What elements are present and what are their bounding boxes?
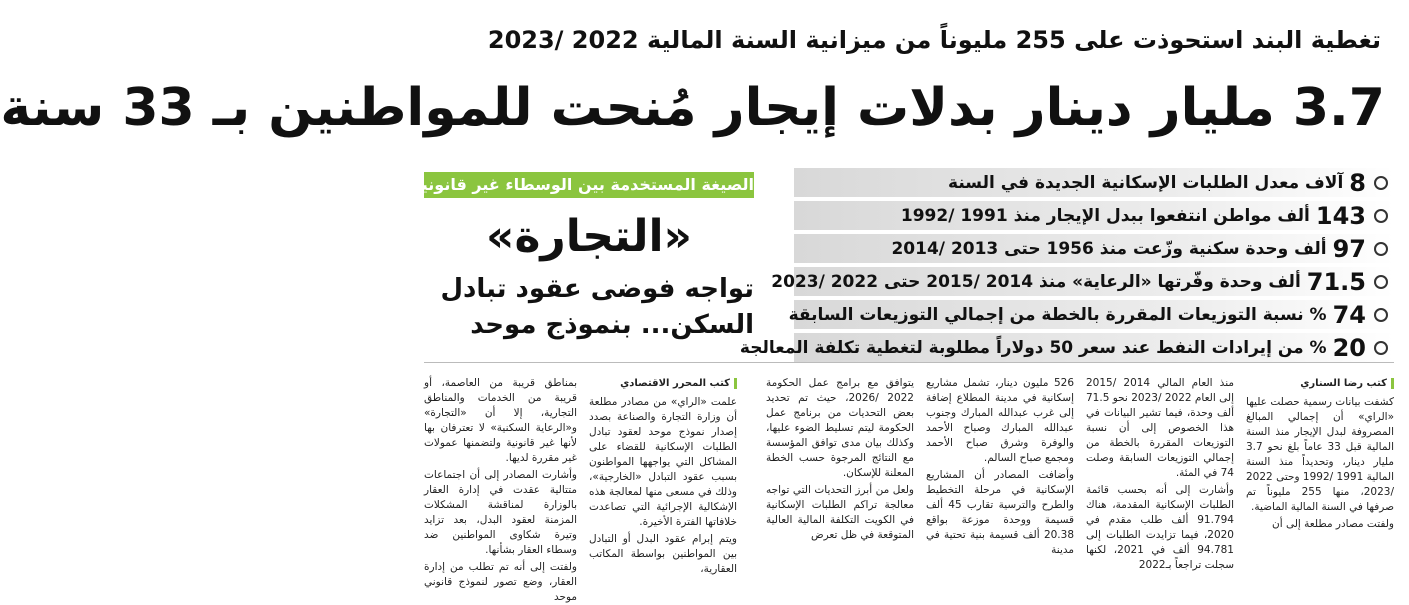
article-column-4	[766, 376, 914, 541]
article-column-2	[1086, 376, 1234, 571]
stat-item	[739, 333, 1394, 362]
paragraph: ولعل من أبرز التحديات التي تواجه معالجة تراكم الطلبات الإسكانية في الكويت التكلفة المالية العالية المتوقعة في ظل تعرض	[766, 484, 914, 541]
stat-text: % نسبة التوزيعات المقررة بالخطة من إجمالي التوزيعات السابقة	[788, 304, 1327, 325]
paragraph: منذ العام المالي 2014 /2015 إلى العام 2022 /2023 نحو 71.5 ألف وحدة، فيما تشير البيانات في هذا الخصوص إلى أن نسبة التوزيعات المقررة بالخطة من إجمالي التوزيعات السابقة وصلت 74 في المئة.	[1086, 377, 1234, 479]
stat-number: 20	[1332, 333, 1366, 362]
article-column-3	[926, 376, 1074, 556]
sidebar-subtitle-line1: تواجه فوضى عقود تبادل	[440, 274, 754, 304]
stat-number: 143	[1315, 201, 1366, 230]
paragraph: علمت «الراي» من مصادر مطلعة أن وزارة التجارة والصناعة بصدد إصدار نموذج موحد لعقود تبادل الطلبات الإسكانية للقضاء على المشاكل التي يواجهها المواطنون بسبب عقود التبادل «الخارجية»، وذلك في مسعى منها لمعالجة هذه الإشكالية الإجرائية التي تصاعدت خلافاتها الفترة الأخيرة.	[589, 396, 737, 528]
stat-number: 97	[1332, 234, 1366, 263]
circle-bullet-icon	[1374, 275, 1388, 289]
byline	[1246, 376, 1394, 391]
byline-text: كتب رضا السناري	[1300, 378, 1387, 389]
stat-text: ألف وحدة وفّرتها «الرعاية» منذ 2014 /2015 حتى 2022 /2023	[771, 271, 1301, 292]
stat-item	[794, 168, 1394, 197]
paragraph: 526 مليون دينار، تشمل مشاريع إسكانية في مدينة المطلاع إضافة إلى غرب عبدالله المبارك وجنوب عبدالله المبارك وصباح الأحمد والوفرة وشرق صباح الأحمد ومجمع صباح السالم.	[926, 377, 1074, 464]
byline-marker	[734, 378, 737, 389]
paragraph: وأضافت المصادر أن المشاريع الإسكانية في مرحلة التخطيط والطرح والترسية تقارب 45 ألف قسيمة ووحدة موزعة بواقع 20.38 ألف قسيمة بنية تحتية في مدينة	[926, 469, 1074, 556]
paragraph: ويتم إبرام عقود البدل أو التبادل بين المواطنين بواسطة المكاتب العقارية،	[589, 533, 737, 575]
stat-number: 8	[1349, 168, 1366, 197]
circle-bullet-icon	[1374, 242, 1388, 256]
sidebar-subtitle-line2: السكن... بنموذج موحد	[470, 310, 754, 340]
circle-bullet-icon	[1374, 209, 1388, 223]
stat-item	[794, 234, 1394, 263]
paragraph: يتوافق مع برامج عمل الحكومة 2022 /2026، حيث تم تحديد بعض التحديات من برنامج عمل الحكومة ليتم تسليط الضوء عليها، وكذلك بيان مدى توافق المؤسسة مع النتائج المرجوة حسب الخطة المعلنة للإسكان.	[766, 377, 914, 479]
stat-item	[794, 201, 1394, 230]
stat-number: 74	[1332, 300, 1366, 329]
byline-marker	[1391, 378, 1394, 389]
circle-bullet-icon	[1374, 308, 1388, 322]
stat-number: 71.5	[1306, 267, 1366, 296]
stat-item	[788, 300, 1394, 329]
paragraph: وأشارت إلى أنه بحسب قائمة الطلبات الإسكانية المقدمة، هناك 91.794 ألف طلب مقدم في 2020، فيما تزايدت الطلبات إلى 94.781 ألف في 2021، لكنها سجلت تراجعاً بـ2022	[1086, 484, 1234, 571]
paragraph: كشفت بيانات رسمية حصلت عليها «الراي» أن إجمالي المبالغ المصروفة لبدل الإيجار منذ السنة المالية قبل 33 عاماً بلغ نحو 3.7 مليار دينار، وتحديداً منذ السنة المالية 1991 /1992 وحتى 2022 /2023، منها 255 مليوناً تم صرفها في السنة المالية الماضية.	[1246, 396, 1395, 513]
article-column-6	[424, 376, 577, 603]
paragraph: ولفتت إلى أنه تم تطلب من إدارة العقار، وضع تصور لنموذج قانوني موحد	[424, 561, 577, 603]
stat-text: ألف مواطن انتفعوا ببدل الإيجار منذ 1991 /1992	[900, 205, 1310, 226]
paragraph: وأشارت المصادر إلى أن اجتماعات متتالية عقدت في إدارة العقار بالوزارة لمناقشة المشكلات المزمنة لعقود البدل، بعد تزايد وتيرة شكاوى المواطنين ضد وسطاء العقار بشأنها.	[424, 469, 577, 556]
stat-text: % من إيرادات النفط عند سعر 50 دولاراً مطلوبة لتغطية تكلفة المعالجة	[739, 337, 1327, 358]
paragraph: بمناطق قريبة من العاصمة، أو قريبة من الخدمات والمناطق التجارية، إلا أن «التجارة» و«الرعاية السكنية» لا تعترفان بها لأنها غير قانونية ولتضمنها عمولات غير مقررة لديها.	[424, 377, 577, 464]
stat-text: آلاف معدل الطلبات الإسكانية الجديدة في السنة	[948, 172, 1344, 193]
stat-item	[771, 267, 1394, 296]
kicker-line: تغطية البند استحوذت على 255 مليوناً من ميزانية السنة المالية 2022 /2023	[487, 26, 1381, 54]
circle-bullet-icon	[1374, 176, 1388, 190]
main-headline: 3.7 مليار دينار بدلات إيجار مُنحت للمواطنين بـ 33 سنة	[0, 78, 1385, 138]
circle-bullet-icon	[1374, 341, 1388, 355]
paragraph: ولفتت مصادر مطلعة إلى أن	[1272, 518, 1394, 530]
byline-text: كتب المحرر الاقتصادي	[620, 378, 730, 389]
stat-text: ألف وحدة سكنية وزّعت منذ 1956 حتى 2013 /2014	[891, 238, 1327, 259]
byline	[589, 376, 737, 391]
sidebar-title: «التجارة»	[486, 211, 692, 262]
stats-list	[739, 168, 1394, 366]
section-divider	[424, 362, 1394, 363]
article-column-1	[1246, 376, 1394, 536]
sidebar-label-bar: الصيغة المستخدمة بين الوسطاء غير قانونية	[424, 172, 754, 198]
article-column-5	[589, 376, 737, 575]
